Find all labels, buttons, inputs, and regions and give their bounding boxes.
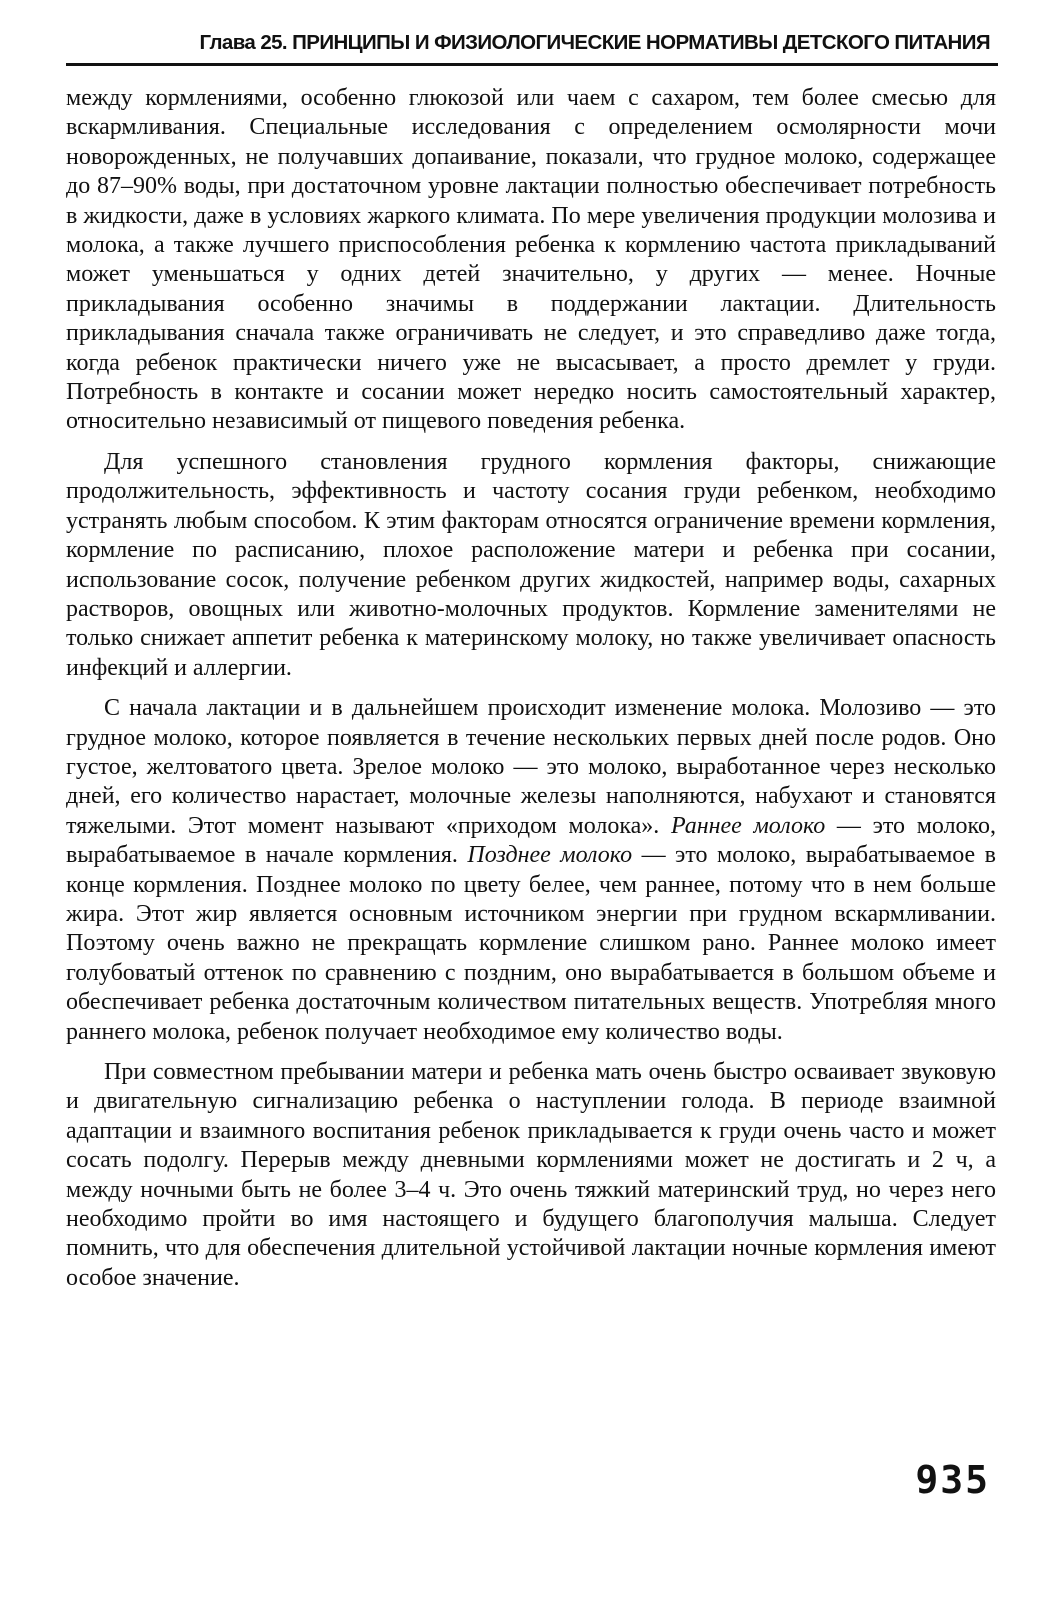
header-rule xyxy=(66,63,998,66)
paragraph-3-part-3: — это молоко, вырабатываемое в конце кормления. Позднее молоко по цвету белее, чем раннее, потому что в нем больше жира. Этот жир является основным источником энергии при грудном вскармливании. Поэтому очень важно не прекращать кормление слишком рано. Раннее молоко имеет голубоватый оттенок по сравнению с поздним, оно вырабатывается в большом объеме и обеспечивает ребенка достаточным количеством питательных веществ. Употребляя много раннего молока, ребенок получает необходимое ему количество воды. xyxy=(66,842,997,1045)
paragraph-3 xyxy=(66,694,996,1047)
paragraph-3-part-1: С начала лактации и в дальнейшем происходит изменение молока. Молозиво — это грудное молоко, которое появляется в течение нескольких первых дней после родов. Оно густое, желтоватого цвета. Зрелое молоко — это молоко, выработанное через несколько дней, его количество нарастает, молочные железы наполняются, набухают и становятся тяжелыми. Этот момент называют «приходом молока». xyxy=(66,695,996,839)
paragraph-1: между кормлениями, особенно глюкозой или чаем с сахаром, тем более смесью для вскармливания. Специальные исследования с определением осмолярности мочи новорожденных, не получавших допаивание, показали, что грудное молоко, содержащее до 87–90% воды, при достаточном уровне лактации полностью обеспечивает потребность в жидкости, даже в условиях жаркого климата. По мере увеличения продукции молозива и молока, а также лучшего приспособления ребенка к кормлению частота прикладываний может уменьшаться у одних детей значительно, у других — менее. Ночные прикладывания особенно значимы в поддержании лактации. Длительность прикладывания сначала также ограничивать не следует, и это справедливо даже тогда, когда ребенок практически ничего уже не высасывает, а просто дремлет у груди. Потребность в контакте и сосании может нередко носить самостоятельный характер, относительно независимый от пищевого поведения ребенка. xyxy=(66,85,996,435)
term-early-milk: Раннее молоко xyxy=(670,812,826,839)
paragraph-4: При совместном пребывании матери и ребенка мать очень быстро осваивает звуковую и двигательную сигнализацию ребенка о наступлении голода. В периоде взаимной адаптации и взаимного воспитания ребенок прикладывается к груди очень часто и может сосать подолгу. Перерыв между дневными кормлениями может не достигать и 2 ч, а между ночными быть не более 3–4 ч. Это очень тяжкий материнский труд, но через него необходимо пройти во имя настоящего и будущего благополучия малыша. Следует помнить, что для обеспечения длительной устойчивой лактации ночные кормления имеют особое значение. xyxy=(66,1059,996,1291)
paragraph-3-part-2: — это молоко, вырабатываемое в начале кормления. xyxy=(66,812,997,869)
term-late-milk: Позднее молоко xyxy=(467,842,633,869)
paragraph-2: Для успешного становления грудного кормления факторы, снижающие продолжительность, эффективность и частоту сосания груди ребенком, необходимо устранять любым способом. К этим факторам относятся ограничение времени кормления, кормление по расписанию, плохое расположение матери и ребенка при сосании, использование сосок, получение ребенком других жидкостей, например воды, сахарных растворов, овощных или животно-молочных продуктов. Кормление заменителями не только снижает аппетит ребенка к материнскому молоку, но также увеличивает опасность инфекций и аллергии. xyxy=(66,448,996,681)
body-text xyxy=(66,84,996,1293)
page-number: 935 xyxy=(915,1458,990,1502)
running-header: Глава 25. ПРИНЦИПЫ И ФИЗИОЛОГИЧЕСКИЕ НОРМАТИВЫ ДЕТСКОГО ПИТАНИЯ xyxy=(199,31,990,54)
